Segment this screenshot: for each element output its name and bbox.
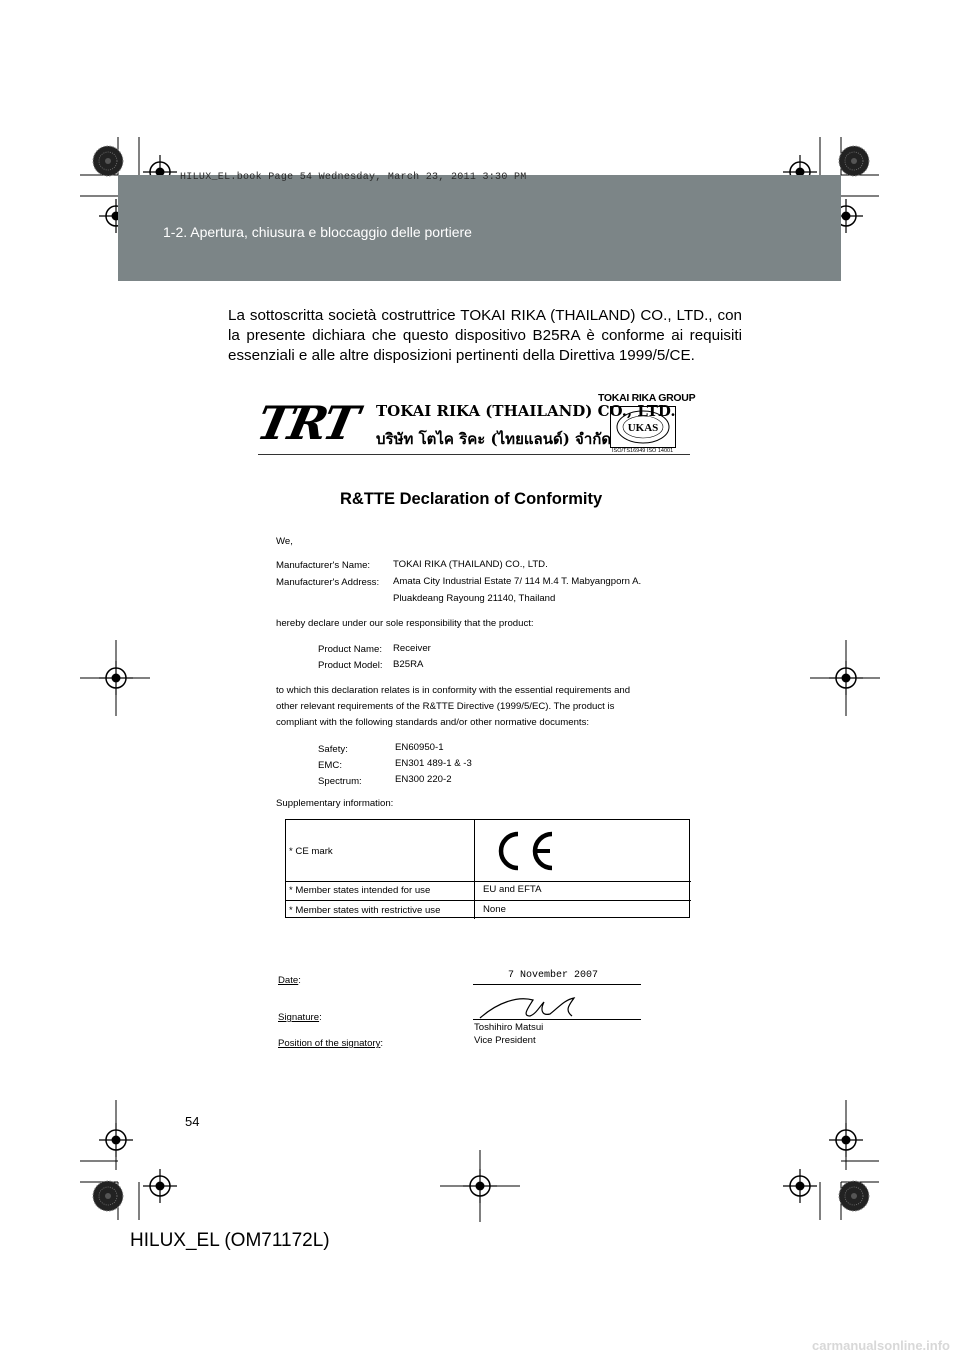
date-line [473, 984, 641, 985]
product-model-label: Product Model: [318, 660, 383, 671]
we-label: We, [276, 536, 293, 547]
safety-value: EN60950-1 [395, 742, 444, 753]
spectrum-value: EN300 220-2 [395, 774, 452, 785]
group-name: TOKAI RIKA GROUP [598, 392, 696, 404]
ce-mark-label: * CE mark [289, 846, 333, 857]
manufacturer-address-label: Manufacturer's Address: [276, 577, 380, 588]
manufacturer-name-value: TOKAI RIKA (THAILAND) CO., LTD. [393, 559, 548, 570]
product-model-value: B25RA [393, 659, 424, 670]
seal-text: UKAS [627, 422, 659, 434]
letterhead-divider [258, 454, 690, 455]
company-name-en: TOKAI RIKA (THAILAND) CO., LTD. [376, 402, 676, 420]
product-name-value: Receiver [393, 643, 431, 654]
signatory-name: Toshihiro Matsui [474, 1022, 544, 1033]
ce-mark-value: CE [490, 829, 492, 830]
signature-label: Signature [278, 1012, 320, 1023]
date-label-row [278, 975, 301, 986]
ce-mark-icon [490, 829, 556, 878]
declaration-title: R&TTE Declaration of Conformity [340, 490, 603, 508]
date-value: 7 November 2007 [508, 970, 599, 981]
conformity-line-2: other relevant requirements of the R&TTE Directive (1999/5/EC). The product is [276, 701, 615, 712]
manufacturer-address-line2: Pluakdeang Rayoung 21140, Thailand [393, 593, 556, 604]
spectrum-label: Spectrum: [318, 776, 362, 787]
signature-label-row [278, 1012, 322, 1023]
signature-colon: : [319, 1012, 322, 1023]
date-label: Date [278, 975, 299, 986]
emc-value: EN301 489-1 & -3 [395, 758, 472, 769]
position-colon: : [380, 1038, 384, 1049]
intro-paragraph: La sottoscritta società costruttrice TOKAI RIKA (THAILAND) CO., LTD., con la presente dichiara che questo dispositivo B25RA è conforme ai requisiti essenziali e alle altre disposizioni pertinenti della Direttiva 1999/5/CE. [228, 307, 742, 364]
print-book-line: HILUX_EL.book Page 54 Wednesday, March 23, 2011 3:30 PM [180, 172, 527, 183]
certification-seal-icon [610, 406, 676, 448]
trt-logo: TRT [252, 396, 361, 450]
date-colon: : [298, 975, 301, 986]
position-label: Position of the signatory [278, 1038, 381, 1049]
product-name-label: Product Name: [318, 644, 382, 655]
iso-certifications: ISO/TS16949 ISO 14001 [612, 448, 674, 454]
company-name-th: บริษัท โตไค ริคะ (ไทยแลนด์) จำกัด [376, 430, 612, 448]
member-states-value: EU and EFTA [483, 884, 542, 895]
position-label-row [278, 1038, 383, 1049]
manufacturer-address-line1: Amata City Industrial Estate 7/ 114 M.4 T. Mabyangporn A. [393, 576, 642, 587]
safety-label: Safety: [318, 744, 348, 755]
section-title: 1-2. Apertura, chiusura e bloccaggio delle portiere [163, 224, 472, 240]
restrictive-use-label: * Member states with restrictive use [289, 905, 441, 916]
manufacturer-name-label: Manufacturer's Name: [276, 560, 371, 571]
responsibility-line: hereby declare under our sole responsibility that the product: [276, 618, 534, 629]
position-value: Vice President [474, 1035, 536, 1046]
member-states-label: * Member states intended for use [289, 885, 431, 896]
supplementary-label: Supplementary information: [276, 798, 394, 809]
page-number: 54 [185, 1114, 200, 1129]
signature-line [473, 1019, 641, 1020]
book-code: HILUX_EL (OM71172L) [130, 1230, 330, 1251]
emc-label: EMC: [318, 760, 342, 771]
watermark: carmanualsonline.info [812, 1338, 950, 1353]
conformity-line-1: to which this declaration relates is in conformity with the essential requirements and [276, 685, 631, 696]
supplementary-table [285, 819, 690, 918]
restrictive-use-value: None [483, 904, 506, 915]
conformity-line-3: compliant with the following standards and/or other normative documents: [276, 717, 590, 728]
